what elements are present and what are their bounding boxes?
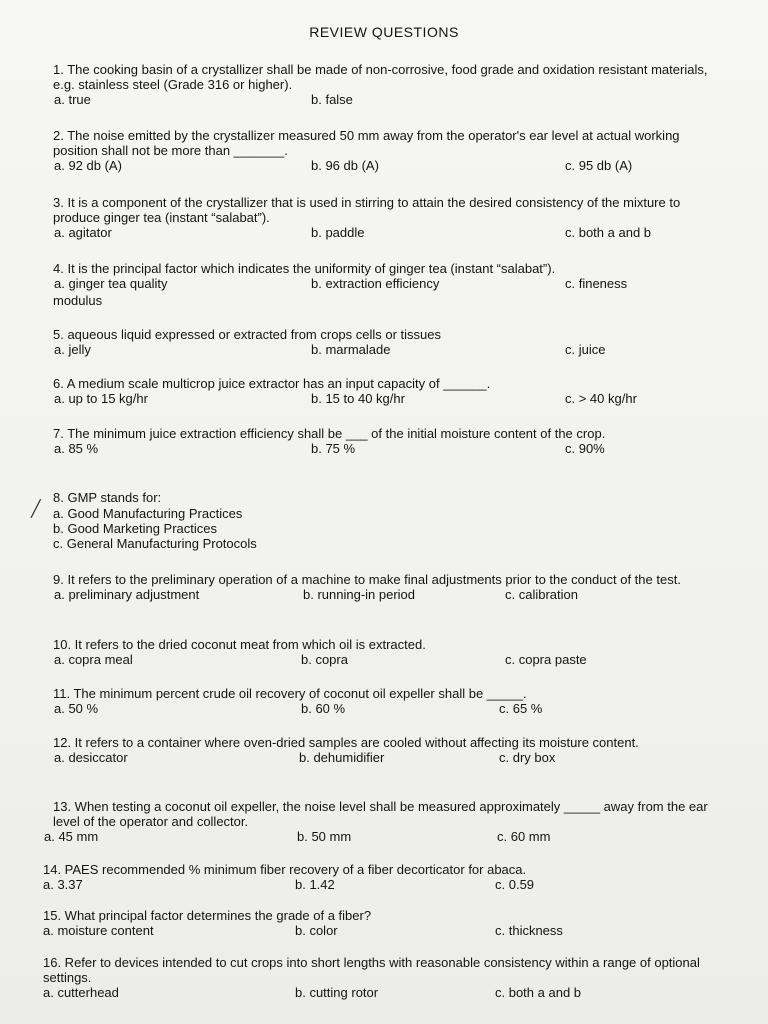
question-13 [44,799,713,846]
option-c: c. 0.59 [495,877,535,892]
option-b: b. extraction efficiency [311,276,440,291]
question-7 [53,426,713,458]
answer-check-mark: ╱ [31,501,41,518]
option-c: c. juice [565,342,606,357]
question-stem: 13. When testing a coconut oil expeller, the noise level shall be measured approximately _____ away from the ear level of the operator and collector. [53,799,708,829]
question-16 [43,955,713,1002]
option-b: b. color [295,923,338,938]
question-10 [53,637,713,669]
question-2 [53,128,713,175]
option-b: b. 1.42 [295,877,335,892]
option-a: a. 50 % [54,701,99,716]
option-c: c. both a and b [565,225,652,240]
question-8 [31,490,713,551]
option-a: a. ginger tea quality [54,276,168,291]
question-stem: 15. What principal factor determines the grade of a fiber? [43,908,372,923]
question-stem: 6. A medium scale multicrop juice extractor has an input capacity of ______. [53,376,491,391]
question-stem: 12. It refers to a container where oven-dried samples are cooled without affecting its moisture content. [53,735,639,750]
question-stem: 14. PAES recommended % minimum fiber recovery of a fiber decorticator for abaca. [43,862,527,877]
option-b: b. cutting rotor [295,985,379,1000]
question-stem: 10. It refers to the dried coconut meat from which oil is extracted. [53,637,426,652]
question-9 [53,572,713,604]
option-a: a. 85 % [54,441,99,456]
page-title: REVIEW QUESTIONS [309,24,459,40]
question-3 [53,195,713,242]
option-b: b. false [311,92,353,107]
option-b: b. 96 db (A) [311,158,379,173]
option-a: a. true [54,92,91,107]
option-c: c. 90% [565,441,605,456]
question-6 [53,376,713,408]
question-5 [53,327,713,359]
question-stem: 7. The minimum juice extraction efficiency shall be ___ of the initial moisture content of the crop. [53,426,606,441]
question-stem: 16. Refer to devices intended to cut crops into short lengths with reasonable consistency within a range of optional settings. [43,955,700,985]
option-b: b. marmalade [311,342,391,357]
option-a: a. jelly [54,342,91,357]
option-b: b. running-in period [303,587,416,602]
option-c: c. 60 mm [497,829,551,844]
question-stem: 5. aqueous liquid expressed or extracted from crops cells or tissues [53,327,442,342]
option-c: c. both a and b [495,985,582,1000]
question-14 [43,862,713,894]
question-stem: 8. GMP stands for: [53,490,162,505]
option-c: c. dry box [499,750,556,765]
option-a: a. cutterhead [43,985,119,1000]
option-b: b. 75 % [311,441,356,456]
option-b: b. Good Marketing Practices [53,521,218,536]
option-c: c. 65 % [499,701,543,716]
option-a: a. up to 15 kg/hr [54,391,148,406]
option-a: a. 45 mm [44,829,99,844]
option-c: c. > 40 kg/hr [565,391,637,406]
option-a: a. desiccator [54,750,128,765]
option-c: c. copra paste [505,652,587,667]
option-b: b. 15 to 40 kg/hr [311,391,405,406]
option-a: a. copra meal [54,652,133,667]
option-a: a. preliminary adjustment [54,587,200,602]
option-b: b. 60 % [301,701,346,716]
option-a-continuation: modulus [53,293,103,308]
question-stem: 3. It is a component of the crystallizer that is used in stirring to attain the desired consistency of the mixture to produce ginger tea (instant “salabat”). [53,195,681,225]
question-15 [43,908,713,940]
option-c: c. fineness [565,276,628,291]
option-a: a. agitator [54,225,112,240]
question-stem: 2. The noise emitted by the crystallizer measured 50 mm away from the operator's ear level at actual working position shall not be more than _______. [53,128,680,158]
option-b: b. 50 mm [297,829,352,844]
question-stem: 9. It refers to the preliminary operation of a machine to make final adjustments prior to the conduct of the test. [53,572,681,587]
question-12 [53,735,713,767]
question-4 [53,261,713,308]
option-c: c. General Manufacturing Protocols [53,536,257,551]
option-a: a. moisture content [43,923,154,938]
question-11 [53,686,713,718]
question-stem: 1. The cooking basin of a crystallizer shall be made of non-corrosive, food grade and oxidation resistant materials, e.g. stainless steel (Grade 316 or higher). [53,62,708,92]
option-c: c. 95 db (A) [565,158,633,173]
option-a: a. 3.37 [43,877,83,892]
option-b: b. dehumidifier [299,750,385,765]
question-stem: 11. The minimum percent crude oil recovery of coconut oil expeller shall be _____. [53,686,527,701]
option-a: a. Good Manufacturing Practices [53,506,243,521]
option-b: b. paddle [311,225,365,240]
option-c: c. thickness [495,923,563,938]
option-a: a. 92 db (A) [54,158,122,173]
question-stem: 4. It is the principal factor which indicates the uniformity of ginger tea (instant “salabat”). [53,261,556,276]
option-c: c. calibration [505,587,578,602]
question-1 [53,62,713,109]
option-b: b. copra [301,652,348,667]
